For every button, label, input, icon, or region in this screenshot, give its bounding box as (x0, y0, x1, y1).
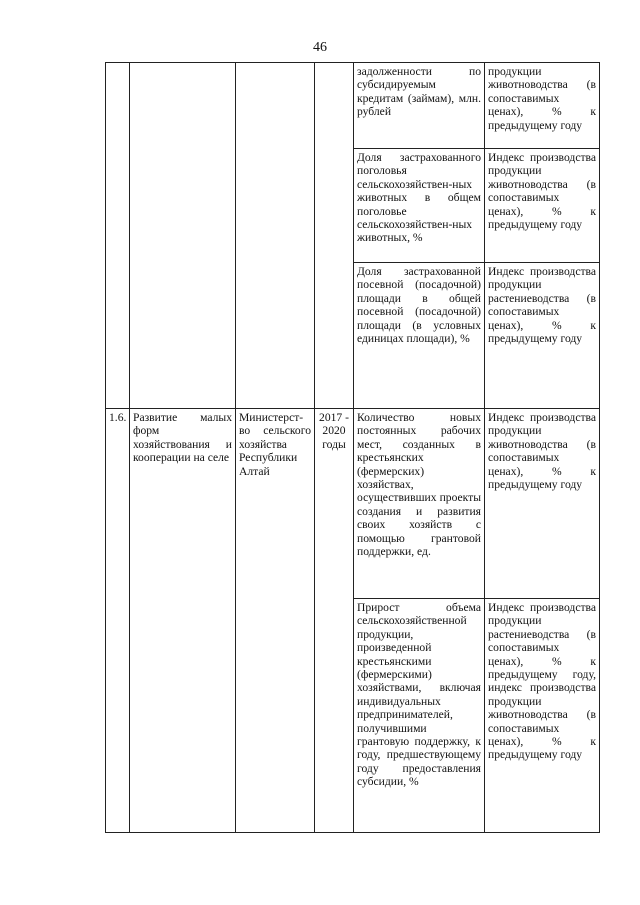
row-number: 1.6. (106, 409, 130, 833)
indicator-cell: Количество новых постоянных рабочих мест, созданных в крестьянских (фермерских) хозяйствах, осуществивших проекты создания и развития своих хозяйств с помощью грантовой поддержки, ед. (354, 409, 485, 599)
executor: Министерст-во сельского хозяйства Республики Алтай (236, 409, 315, 833)
page-number: 46 (313, 40, 327, 55)
indicator-cell: Доля застрахованной посевной (посадочной) площади в общей посевной (посадочной) площади (в условных единицах площади), % (354, 263, 485, 409)
indicator-cell: Прирост объема сельскохозяйственной продукции, произведенной крестьянскими (фермерскими) хозяйствами, включая индивидуальных предпринимателей, получившими грантовую поддержку, к году, предшествующему году предоставления субсидии, % (354, 599, 485, 833)
indicator-cell: задолженности по субсидируемым кредитам (займам), млн. рублей (354, 63, 485, 149)
executor-cell-empty (236, 63, 315, 409)
target-cell: Индекс производства продукции растениеводства (в сопоставимых ценах), % к предыдущему году (485, 263, 600, 409)
table-row (106, 409, 600, 599)
measure-name: Развитие малых форм хозяйствования и кооперации на селе (130, 409, 236, 833)
period: 2017 - 2020 годы (315, 409, 354, 833)
target-cell: Индекс производства продукции растениеводства (в сопоставимых ценах), % к предыдущему году, индекс производства продукции животноводства (в сопоставимых ценах), % к предыдущему году (485, 599, 600, 833)
number-cell-empty (106, 63, 130, 409)
name-cell-empty (130, 63, 236, 409)
table-row (106, 63, 600, 149)
program-table (105, 62, 600, 833)
indicator-cell: Доля застрахованного поголовья сельскохозяйствен-ных животных в общем поголовье сельскохозяйствен-ных животных, % (354, 149, 485, 263)
target-cell: продукции животноводства (в сопоставимых ценах), % к предыдущему году (485, 63, 600, 149)
period-cell-empty (315, 63, 354, 409)
target-cell: Индекс производства продукции животноводства (в сопоставимых ценах), % к предыдущему году (485, 149, 600, 263)
target-cell: Индекс производства продукции животноводства (в сопоставимых ценах), % к предыдущему году (485, 409, 600, 599)
